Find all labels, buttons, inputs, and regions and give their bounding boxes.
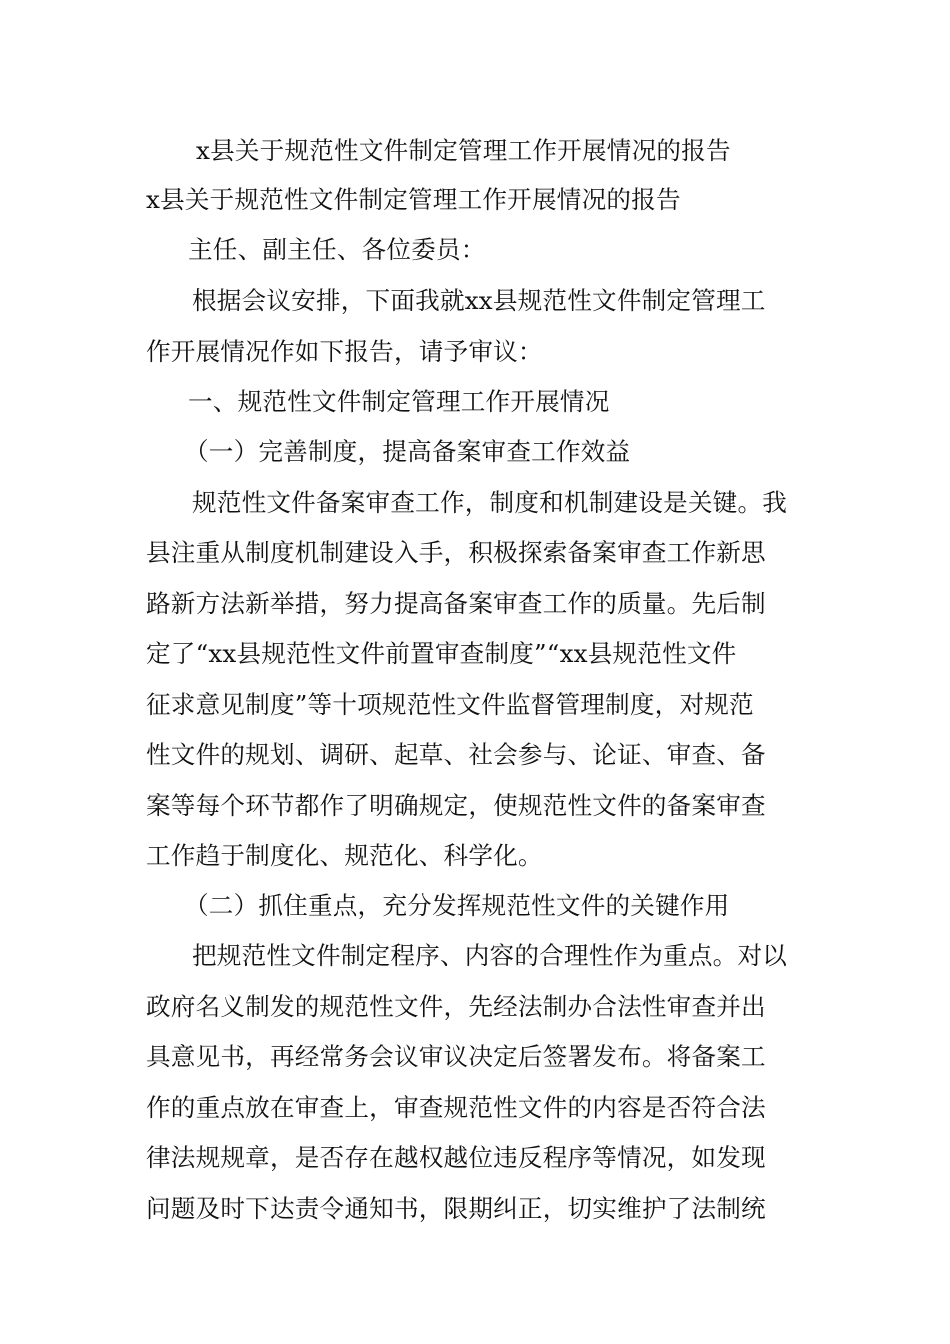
subsection1-body-line-4: 定了“xx县规范性文件前置审查制度”“xx县规范性文件 (146, 639, 737, 668)
subsection1-body-line-7: 案等每个环节都作了明确规定，使规范性文件的备案审查 (146, 791, 766, 820)
subsection2-body-line-2: 政府名义制发的规范性文件，先经法制办合法性审查并出 (146, 992, 766, 1021)
subsection2-body-line-4: 作的重点放在审查上，审查规范性文件的内容是否符合法 (146, 1093, 766, 1122)
subsection-heading-2: （二）抓住重点，充分发挥规范性文件的关键作用 (184, 891, 730, 920)
subsection1-body-line-5: 征求意见制度”等十项规范性文件监督管理制度，对规范 (146, 690, 754, 719)
subsection1-body-line-8: 工作趋于制度化、规范化、科学化。 (146, 841, 543, 870)
subsection2-body-line-1: 把规范性文件制定程序、内容的合理性作为重点。对以 (192, 941, 788, 970)
subsection2-body-line-3: 具意见书，再经常务会议审议决定后签署发布。将备案工 (146, 1042, 766, 1071)
subsection1-body-line-1: 规范性文件备案审查工作，制度和机制建设是关键。我 (192, 488, 788, 517)
document-title: x县关于规范性文件制定管理工作开展情况的报告 (196, 136, 731, 165)
salutation: 主任、副主任、各位委员： (188, 235, 486, 264)
subsection-heading-1: （一）完善制度，提高备案审查工作效益 (184, 437, 631, 466)
subsection1-body-line-6: 性文件的规划、调研、起草、社会参与、论证、审查、备 (146, 740, 766, 769)
subsection1-body-line-2: 县注重从制度机制建设入手，积极探索备案审查工作新思 (146, 538, 766, 567)
subsection2-body-line-5: 律法规规章，是否存在越权越位违反程序等情况，如发现 (146, 1143, 766, 1172)
subsection1-body-line-3: 路新方法新举措，努力提高备案审查工作的质量。先后制 (146, 589, 766, 618)
subsection2-body-line-6: 问题及时下达责令通知书，限期纠正，切实维护了法制统 (146, 1194, 766, 1223)
intro-line-1: 根据会议安排，下面我就xx县规范性文件制定管理工 (192, 286, 766, 315)
intro-line-2: 作开展情况作如下报告，请予审议： (146, 337, 543, 366)
section-heading-1: 一、规范性文件制定管理工作开展情况 (188, 387, 610, 416)
document-subtitle: x县关于规范性文件制定管理工作开展情况的报告 (146, 185, 681, 214)
